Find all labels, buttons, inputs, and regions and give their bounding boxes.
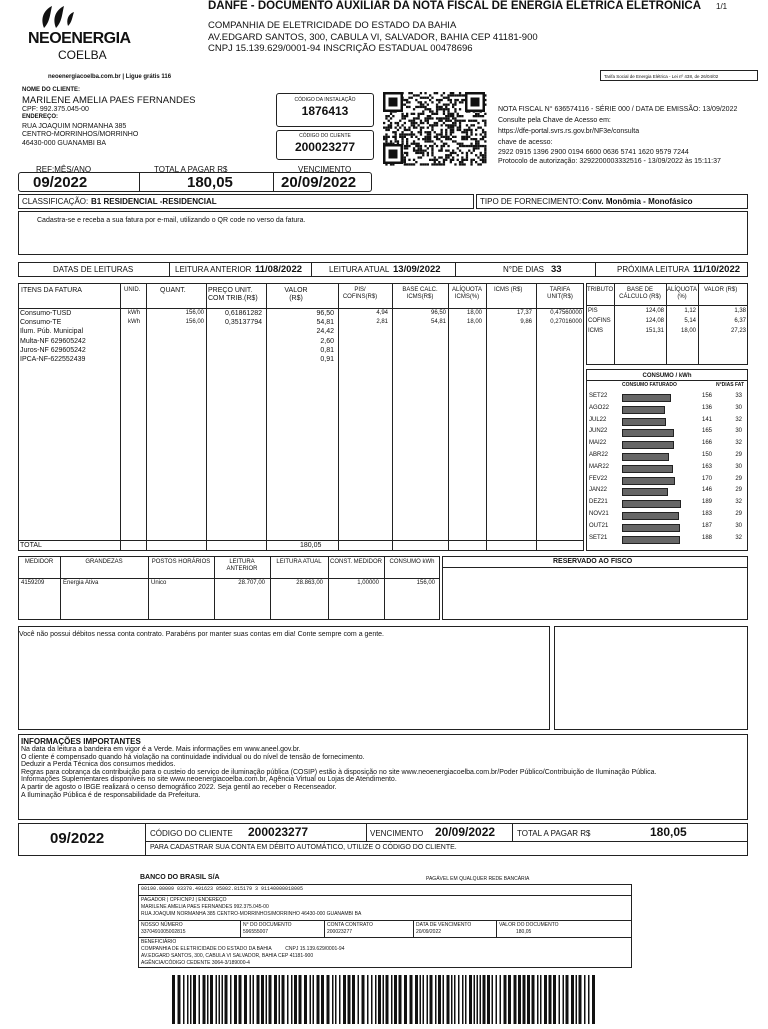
consumption-kwh: 141: [701, 416, 712, 423]
table-cell: 54,81: [430, 319, 446, 326]
tax-cell: 18,00: [680, 328, 696, 334]
tax-cell: PIS: [588, 308, 598, 314]
f2: 596555007: [243, 929, 269, 935]
meter-cell: 156,00: [416, 580, 435, 586]
consumption-days: 30: [735, 428, 742, 435]
table-cell: Juros-NF 629605242: [20, 346, 86, 354]
consumption-month: JUL22: [589, 416, 607, 423]
stub-client: 200023277: [248, 825, 309, 839]
consumption-bar: [622, 418, 666, 426]
ben2: AV.EDGARD SANTOS, 300, CABULA VI SALVADOR, BAHIA CEP 41181-900: [141, 953, 314, 959]
consumption-kwh: 156: [701, 393, 712, 399]
meter-cell: Único: [151, 580, 167, 586]
stub-note: PARA CADASTRAR SUA CONTA EM DÉBITO AUTOMÁTICO, UTILIZE O CÓDIGO DO CLIENTE.: [150, 844, 457, 851]
consumption-bar: [622, 524, 680, 532]
barcode: [172, 975, 596, 1024]
consumption-kwh: 166: [701, 440, 712, 447]
meter-cell: 1,00000: [357, 580, 379, 586]
table-cell: 17,37: [516, 310, 532, 316]
summary-box: [18, 172, 372, 192]
consumption-kwh: 170: [701, 475, 712, 482]
client-addr3: 46430-000 GUANAMBI BA: [22, 140, 107, 147]
readings-next-label: PRÓXIMA LEITURA: [617, 265, 690, 274]
client-address-label: ENDEREÇO:: [22, 114, 59, 120]
consumption-kwh: 136: [701, 404, 712, 411]
nf-line1: NOTA FISCAL N° 636574116 - SÉRIE 000 / DATA DE EMISSÃO: 13/09/2022: [498, 106, 738, 113]
consumption-bar: [622, 453, 669, 461]
table-cell: 156,00: [185, 319, 204, 326]
consumption-bar: [622, 488, 668, 496]
readings-prev: 11/08/2022: [255, 264, 303, 275]
meter-header: CONST. MEDIDOR: [329, 559, 382, 565]
tax-cell: 124,08: [645, 308, 664, 314]
stub-total-label: TOTAL A PAGAR R$: [517, 829, 591, 838]
qr-code: [383, 92, 487, 166]
payer-label: PAGADOR | CPF/CNPJ | ENDEREÇO: [141, 897, 227, 903]
consumption-days: 30: [735, 463, 742, 470]
items-header-2: QUANT.: [160, 287, 186, 294]
consumption-title: CONSUMO / kWh: [642, 373, 692, 379]
items-header-4: VALOR (R$): [284, 287, 308, 302]
website-line: neoenergiacoelba.com.br | Ligue grátis 116: [48, 74, 172, 80]
consumption-days: 29: [735, 475, 742, 482]
f3-label: CONTA CONTRATO: [327, 922, 373, 928]
bank-where: PAGÁVEL EM QUALQUER REDE BANCÁRIA: [426, 876, 530, 882]
consumption-col1: CONSUMO FATURADO: [622, 382, 677, 388]
consumption-kwh: 188: [701, 534, 712, 541]
f5-label: VALOR DO DOCUMENTO: [499, 922, 559, 928]
readings-days-label: N°DE DIAS: [503, 265, 544, 274]
ref-value: 09/2022: [33, 174, 88, 191]
client-name: MARILENE AMELIA PAES FERNANDES: [22, 95, 196, 106]
info-line: Regras para cobrança da contribuição para o custeio do serviço de iluminação pública (COSIP) estão à disposição no site www.neoenergiacoelba.com.br/Poder Público/Contribuição de Iluminação Pública.: [21, 768, 657, 776]
items-header-7: ALÍQUOTA ICMS(%): [452, 287, 482, 300]
consumption-col2: N°DIAS FAT: [716, 382, 745, 388]
info-line: A Iluminação Pública é de responsabilidade da Prefeitura.: [21, 791, 201, 799]
table-cell: 18,00: [466, 319, 482, 326]
table-cell: 0,27016000: [550, 319, 582, 326]
ref-label: REF:MÊS/ANO: [36, 165, 92, 174]
items-col-divider: [120, 283, 121, 551]
tax-cell: 124,08: [645, 318, 664, 324]
ben1: COMPANHIA DE ELETRICIDADE DO ESTADO DA BAHIA CNPJ 15.139.629/0001-94: [141, 946, 345, 952]
classification-value: B1 RESIDENCIAL -RESIDENCIAL: [91, 197, 217, 206]
client-name-label: NOME DO CLIENTE:: [22, 87, 80, 93]
readings-curr-label: LEITURA ATUAL: [329, 265, 390, 274]
consumption-bar: [622, 477, 675, 485]
f4-label: DATA DE VENCIMENTO: [416, 922, 472, 928]
supply-value: Conv. Monômia - Monofásico: [582, 197, 693, 206]
f1: 3370491005002815: [141, 929, 186, 935]
debts-text: Você não possui débitos nessa conta contrato. Parabéns por manter suas contas em dia! Conte sempre com a gente.: [19, 631, 384, 638]
table-cell: 0,35137794: [225, 319, 262, 327]
items-total-label: TOTAL: [20, 542, 42, 549]
table-cell: 0,81: [320, 346, 334, 354]
consumption-month: AGO22: [589, 404, 610, 411]
items-col-divider: [536, 283, 537, 551]
items-header-8: ICMS (R$): [494, 287, 523, 293]
consumption-month: JAN22: [589, 487, 608, 494]
table-cell: Multa-NF 629605242: [20, 337, 86, 345]
install-code-box: [276, 93, 374, 127]
tax-cell: COFINS: [588, 318, 611, 324]
tax-header-3: VALOR (R$): [704, 287, 738, 293]
info-line: Deduzir a Perda Técnica dos consumos medidos.: [21, 761, 176, 769]
tax-header-2: ALÍQUOTA (%): [667, 287, 697, 300]
items-header-6: BASE CALC. ICMS(R$): [402, 287, 438, 300]
tax-cell: 27,23: [730, 328, 746, 334]
install-code: 1876413: [301, 104, 349, 118]
consumption-month: FEV22: [589, 475, 608, 482]
payer2: RUA JOAQUIM NORMANHA 385 CENTRO-MORRINHOS/MORRINHO 46430-000 GUANAMBI BA: [141, 911, 362, 917]
fisco-label: RESERVADO AO FISCO: [553, 558, 633, 565]
consumption-kwh: 187: [701, 522, 712, 529]
table-cell: 0,91: [320, 356, 334, 363]
readings-prev-label: LEITURA ANTERIOR: [175, 265, 252, 274]
consumption-kwh: 183: [701, 511, 712, 517]
info-line: O cliente é compensado quando há violação na continuidade individual ou do nível de tensão de fornecimento.: [21, 753, 365, 761]
items-header-0: ITENS DA FATURA: [21, 287, 82, 294]
consumption-days: 29: [735, 452, 742, 458]
meter-cell: 4159209: [21, 580, 45, 586]
meter-header: POSTOS HORÁRIOS: [151, 559, 211, 565]
table-cell: kWh: [128, 310, 140, 316]
payer1: MARILENE AMELIA PAES FERNANDES 992.375.045-00: [141, 904, 269, 910]
extra-box: [554, 626, 748, 730]
readings-days: 33: [551, 264, 562, 275]
client-code: 200023277: [294, 140, 356, 154]
consumption-kwh: 163: [701, 463, 712, 470]
tariff-note-box: [600, 70, 758, 81]
info-line: Na data da leitura a bandeira em vigor é a Verde. Mais informações em www.aneel.gov.br.: [21, 746, 301, 753]
client-cpf: CPF: 992.375.045-00: [22, 106, 89, 113]
consumption-bar: [622, 465, 673, 473]
consumption-days: 32: [735, 416, 742, 423]
table-cell: Consumo-TE: [20, 319, 62, 327]
consumption-month: MAI22: [589, 440, 607, 447]
bank-digitable: 00190.00009 03370.491623 05002.815179 3 91140000018005: [141, 886, 304, 892]
company-name: COMPANHIA DE ELETRICIDADE DO ESTADO DA BAHIA: [208, 20, 457, 31]
tax-cell: 5,14: [684, 318, 696, 324]
meter-header: CONSUMO kWh: [389, 559, 435, 565]
consumption-days: 32: [735, 499, 742, 506]
table-cell: kWh: [128, 319, 140, 326]
consumption-days: 32: [735, 440, 742, 447]
table-cell: 96,50: [430, 310, 446, 316]
stub-total: 180,05: [650, 825, 687, 839]
brand-logo: [36, 4, 80, 30]
consumption-month: SET22: [589, 393, 608, 399]
info-line: Informações Suplementares disponíveis no site www.neoenergiacoelba.com.br, Agência Virtual ou Lojas de Atendimento.: [21, 776, 397, 784]
table-cell: Consumo-TUSD: [20, 310, 72, 317]
nf-line2: Consulte pela Chave de Acesso em:: [498, 117, 611, 124]
consumption-kwh: 150: [701, 452, 712, 458]
meter-header: LEITURA ANTERIOR: [226, 559, 258, 572]
f3: 200023277: [327, 929, 353, 935]
client-addr2: CENTRO-MORRINHOS/MORRINHO: [22, 131, 139, 138]
consumption-month: NOV21: [589, 511, 609, 517]
meter-cell: 28.863,00: [296, 580, 323, 586]
readings-curr: 13/09/2022: [393, 264, 441, 275]
tax-cell: 1,12: [684, 308, 696, 314]
table-cell: 2,60: [320, 337, 334, 345]
consumption-kwh: 146: [701, 487, 712, 494]
meter-cell: Energia Ativa: [63, 580, 99, 586]
consumption-bar: [622, 441, 674, 449]
tax-cell: 1,38: [734, 308, 746, 314]
items-header-5: PIS/ COFINS(R$): [342, 287, 378, 300]
f4: 20/09/2022: [416, 929, 442, 935]
tariff-note: Tarifa Social de Energia Elétrica - Lei nº 438, de 26/04/02: [604, 74, 719, 79]
items-col-divider: [266, 283, 267, 551]
items-total: 180,05: [300, 542, 322, 549]
items-col-divider: [448, 283, 449, 551]
ben3: AGÊNCIA/CÓDIGO CEDENTE 3064-3/189000-4: [141, 960, 250, 966]
meter-cell: 28.707,00: [238, 580, 265, 586]
consumption-bar: [622, 536, 680, 544]
classification-box: [18, 194, 474, 209]
company-address: AV.EDGARD SANTOS, 300, CABULA VI, SALVADOR, BAHIA CEP 41181-900: [208, 32, 538, 43]
consumption-bar: [622, 394, 671, 402]
tax-cell: 6,37: [734, 318, 746, 324]
consumption-kwh: 165: [701, 428, 712, 435]
nf-line5: 2922 0915 1396 2900 0194 6600 0636 5741 1620 9579 7244: [498, 149, 689, 156]
consumption-kwh: 189: [701, 499, 712, 506]
qr-code-icon: [383, 92, 487, 166]
consumption-month: SET21: [589, 534, 608, 541]
readings-next: 11/10/2022: [693, 264, 741, 275]
install-code-label: CÓDIGO DA INSTALAÇÃO: [294, 97, 356, 103]
brand-sub: COELBA: [58, 48, 107, 62]
items-header-1: UNID.: [124, 287, 141, 293]
debts-box: [18, 626, 550, 730]
consumption-month: ABR22: [589, 452, 609, 458]
table-cell: IPCA-NF-622552439: [20, 356, 86, 363]
table-cell: 96,50: [316, 310, 334, 317]
notice-box: [18, 211, 748, 255]
consumption-month: JUN22: [589, 428, 608, 435]
info-box: [18, 734, 748, 820]
items-header-3: PREÇO UNIT. COM TRIB.(R$): [208, 287, 258, 302]
document-title: DANFE - DOCUMENTO AUXILIAR DA NOTA FISCAL DE ENERGIA ELÉTRICA ELETRÔNICA: [208, 0, 702, 12]
total-label: TOTAL A PAGAR R$: [154, 165, 228, 174]
consumption-bar: [622, 406, 665, 414]
meter-header: MEDIDOR: [24, 559, 54, 565]
table-cell: 0,61861282: [225, 310, 262, 317]
tax-cell: ICMS: [588, 328, 603, 334]
tax-header-1: BASE DE CÁLCULO (R$): [619, 287, 661, 300]
items-header-9: TARIFA UNIT(R$): [547, 287, 573, 300]
client-addr1: RUA JOAQUIM NORMANHA 385: [22, 123, 127, 130]
company-cnpj: CNPJ 15.139.629/0001-94 INSCRIÇÃO ESTADUAL 00478696: [208, 43, 473, 54]
items-col-divider: [486, 283, 487, 551]
supply-box: [476, 194, 748, 209]
tax-header-0: TRIBUTO: [587, 287, 614, 293]
consumption-bar: [622, 512, 679, 520]
consumption-days: 30: [735, 522, 742, 529]
client-code-label: CÓDIGO DO CLIENTE: [299, 133, 351, 139]
stub-client-label: CÓDIGO DO CLIENTE: [150, 829, 233, 838]
consumption-bar: [622, 429, 674, 437]
table-cell: 18,00: [466, 310, 482, 316]
barcode-icon: [172, 975, 596, 1024]
table-cell: 4,94: [376, 310, 388, 316]
meter-header: GRANDEZAS: [85, 559, 123, 565]
consumption-month: MAR22: [589, 463, 610, 470]
f5: 180,05: [516, 929, 532, 935]
nf-line6: Protocolo de autorização: 3292200003332516 - 13/09/2022 às 15:11:37: [498, 158, 721, 165]
info-title: INFORMAÇÕES IMPORTANTES: [21, 737, 141, 746]
consumption-days: 33: [735, 393, 742, 399]
ben-label: BENEFICIÁRIO: [141, 939, 177, 945]
items-col-divider: [392, 283, 393, 551]
due-label: VENCIMENTO: [298, 165, 352, 174]
table-cell: 54,81: [316, 319, 334, 327]
consumption-bar: [622, 500, 681, 508]
table-cell: 24,42: [316, 328, 334, 336]
client-code-box: [276, 130, 374, 160]
due-value: 20/09/2022: [281, 174, 357, 191]
brand-name: NEOENERGIA: [28, 30, 131, 47]
consumption-days: 29: [735, 511, 742, 517]
consumption-month: OUT21: [589, 522, 609, 529]
table-cell: 0,47560000: [550, 310, 582, 316]
leaf-logo-icon: [36, 4, 80, 30]
consumption-days: 32: [735, 534, 742, 541]
page-number: 1/1: [716, 2, 728, 11]
classification-label: CLASSIFICAÇÃO:: [22, 197, 89, 206]
consumption-month: DEZ21: [589, 499, 608, 506]
table-cell: 9,86: [520, 319, 532, 326]
readings-label: DATAS DE LEITURAS: [53, 265, 134, 274]
tax-cell: 151,31: [645, 328, 664, 334]
consumption-days: 29: [735, 487, 742, 494]
supply-label: TIPO DE FORNECIMENTO:: [480, 197, 582, 206]
nf-line3: https://dfe-portal.svrs.rs.gov.br/NF3e/consulta: [498, 128, 640, 135]
items-col-divider: [146, 283, 147, 551]
table-cell: 156,00: [185, 310, 204, 316]
items-col-divider: [338, 283, 339, 551]
meter-header: LEITURA ATUAL: [276, 559, 322, 565]
nf-line4: chave de acesso:: [498, 139, 553, 146]
consumption-days: 30: [735, 404, 742, 411]
total-value: 180,05: [187, 174, 233, 191]
readings-box: [18, 262, 748, 277]
stub-due: 20/09/2022: [435, 825, 496, 839]
stub-ref: 09/2022: [50, 830, 105, 847]
table-cell: Ilum. Púb. Municipal: [20, 328, 84, 336]
table-cell: 2,81: [376, 319, 388, 326]
f2-label: N° DO DOCUMENTO: [243, 922, 292, 928]
f1-label: NOSSO NÚMERO: [141, 922, 183, 928]
info-line: A partir de agosto o IBGE realizará o censo demográfico 2022. Seja gentil ao receber o Recenseador.: [21, 783, 337, 791]
stub-due-label: VENCIMENTO: [370, 829, 424, 838]
bank-name: BANCO DO BRASIL S/A: [140, 874, 220, 881]
notice-text: Cadastra-se e receba a sua fatura por e-mail, utilizando o QR code no verso da fatura.: [37, 217, 306, 224]
